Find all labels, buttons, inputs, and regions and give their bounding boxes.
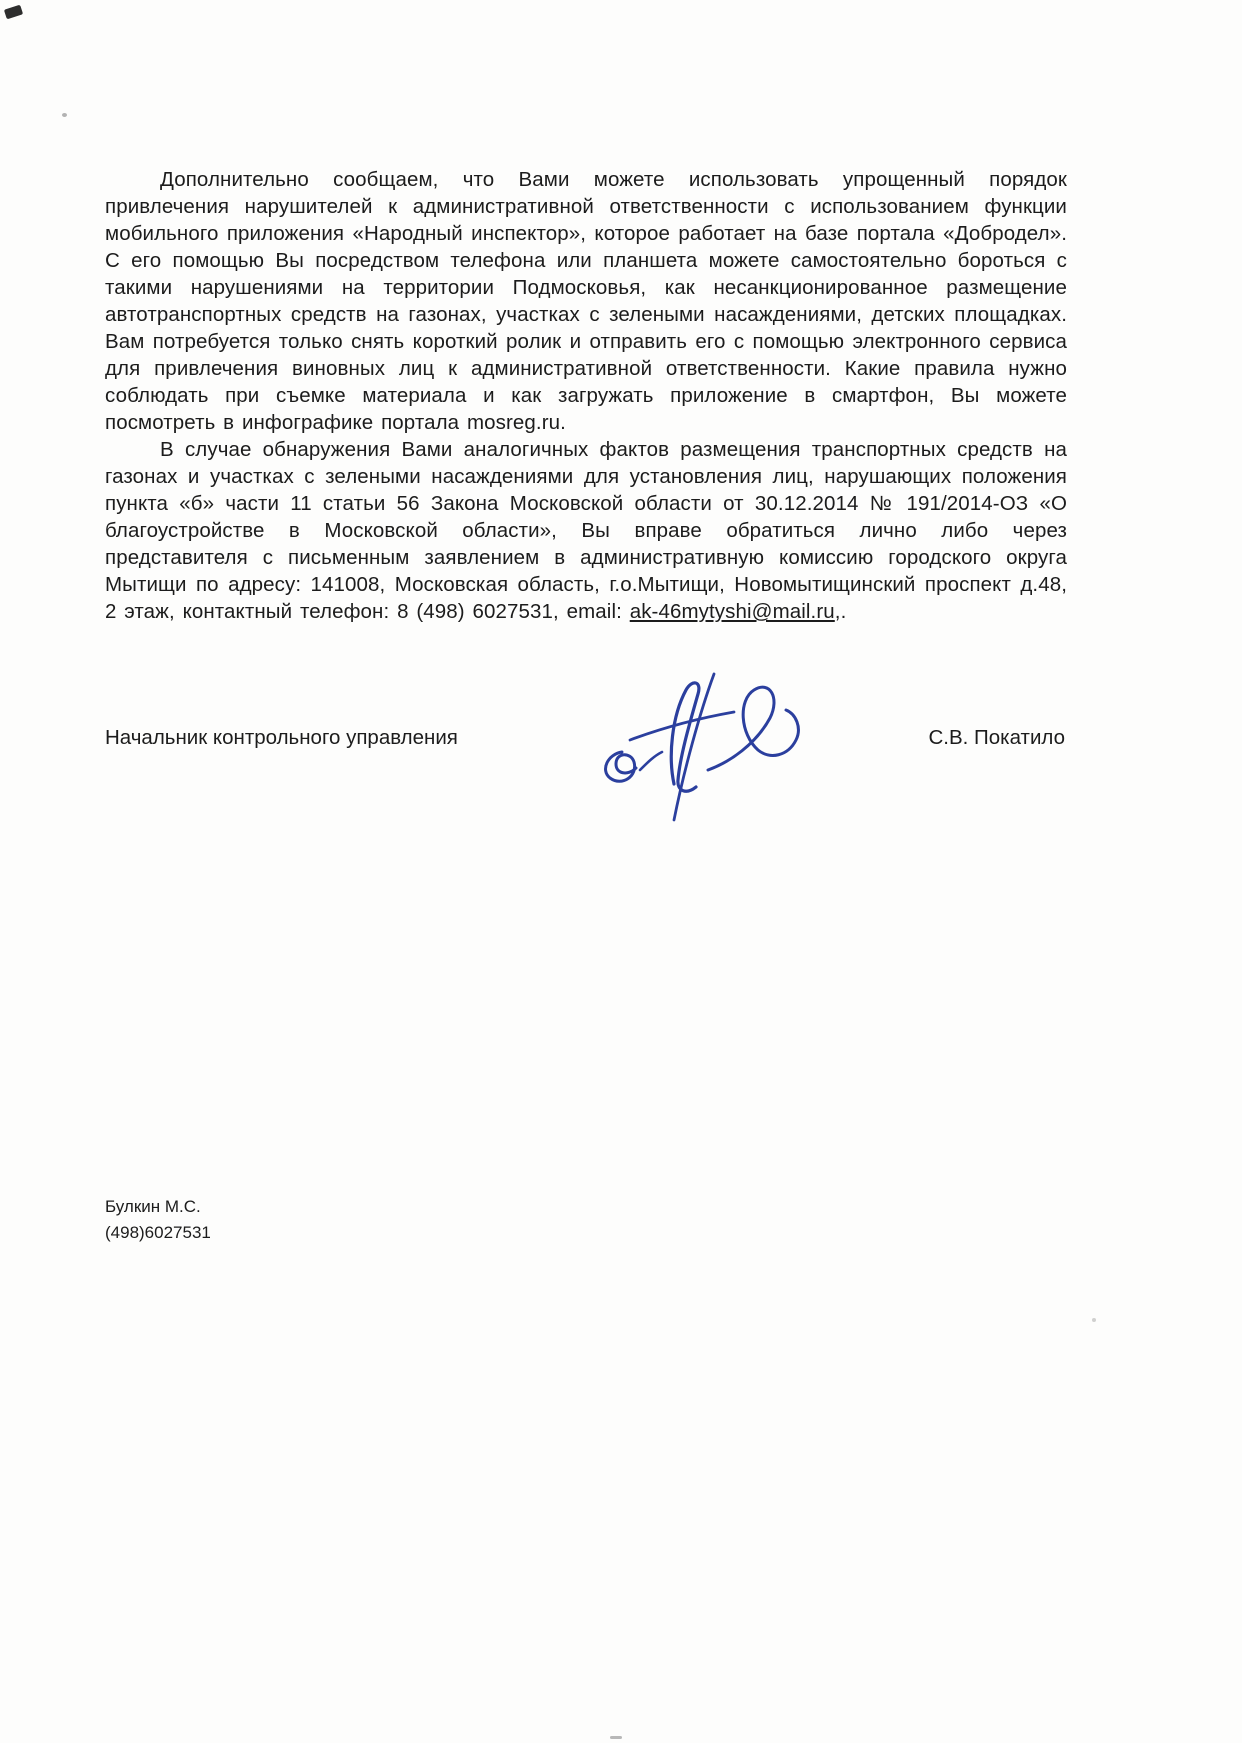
paragraph-1: Дополнительно сообщаем, что Вами можете использовать упрощенный порядок привлечения нарушителей к административной ответственности с использованием функции мобильного приложения «Народный инспектор», которое работает на базе портала «Добродел». С его помощью Вы посредством телефона или планшета можете самостоятельно бороться с такими нарушениями на территории Подмосковья, как несанкционированное размещение автотранспортных средств на газонах, участках с зелеными насаждениями, детских площадках. Вам потребуется только снять короткий ролик и отправить его с помощью электронного сервиса для привлечения виновных лиц к административной ответственности. Какие правила нужно соблюдать при съемке материала и как загружать приложение в смартфон, Вы можете посмотреть в инфографике портала mosreg.ru. — [105, 168, 1067, 434]
executor-name: Булкин М.С. — [105, 1197, 201, 1216]
email-address: ak-46mytyshi@mail.ru — [629, 600, 835, 623]
paragraph-2-text: В случае обнаружения Вами аналогичных фактов размещения транспортных средств на газонах и участках с зелеными насаждениями для установления лиц, нарушающих положения пункта «б» части 11 статьи 56 Закона Московской области от 30.12.2014 № 191/2014-ОЗ «О благоустройстве в Московской области», Вы вправе обратиться лично либо через представителя с письменным заявлением в административную комиссию городского округа Мытищи по адресу: 141008, Московская область, г.о.Мытищи, Новомытищинский проспект д.48, 2 этаж, контактный телефон: 8 (498) 6027531, email: — [105, 438, 1067, 623]
handwritten-signature — [596, 652, 816, 832]
signer-position-title: Начальник контрольного управления — [105, 726, 458, 749]
executor-block — [105, 1194, 211, 1246]
scan-artifact — [4, 5, 23, 20]
scan-artifact — [610, 1736, 622, 1739]
signature-row — [105, 724, 1065, 751]
executor-phone: (498)6027531 — [105, 1223, 211, 1242]
paragraph-2 — [105, 436, 1067, 625]
scan-artifact — [1092, 1318, 1096, 1322]
paragraph-2-tail: ,. — [834, 600, 847, 623]
signer-name: С.В. Покатило — [928, 726, 1065, 749]
letter-body — [105, 166, 1067, 625]
scan-artifact — [62, 113, 67, 117]
